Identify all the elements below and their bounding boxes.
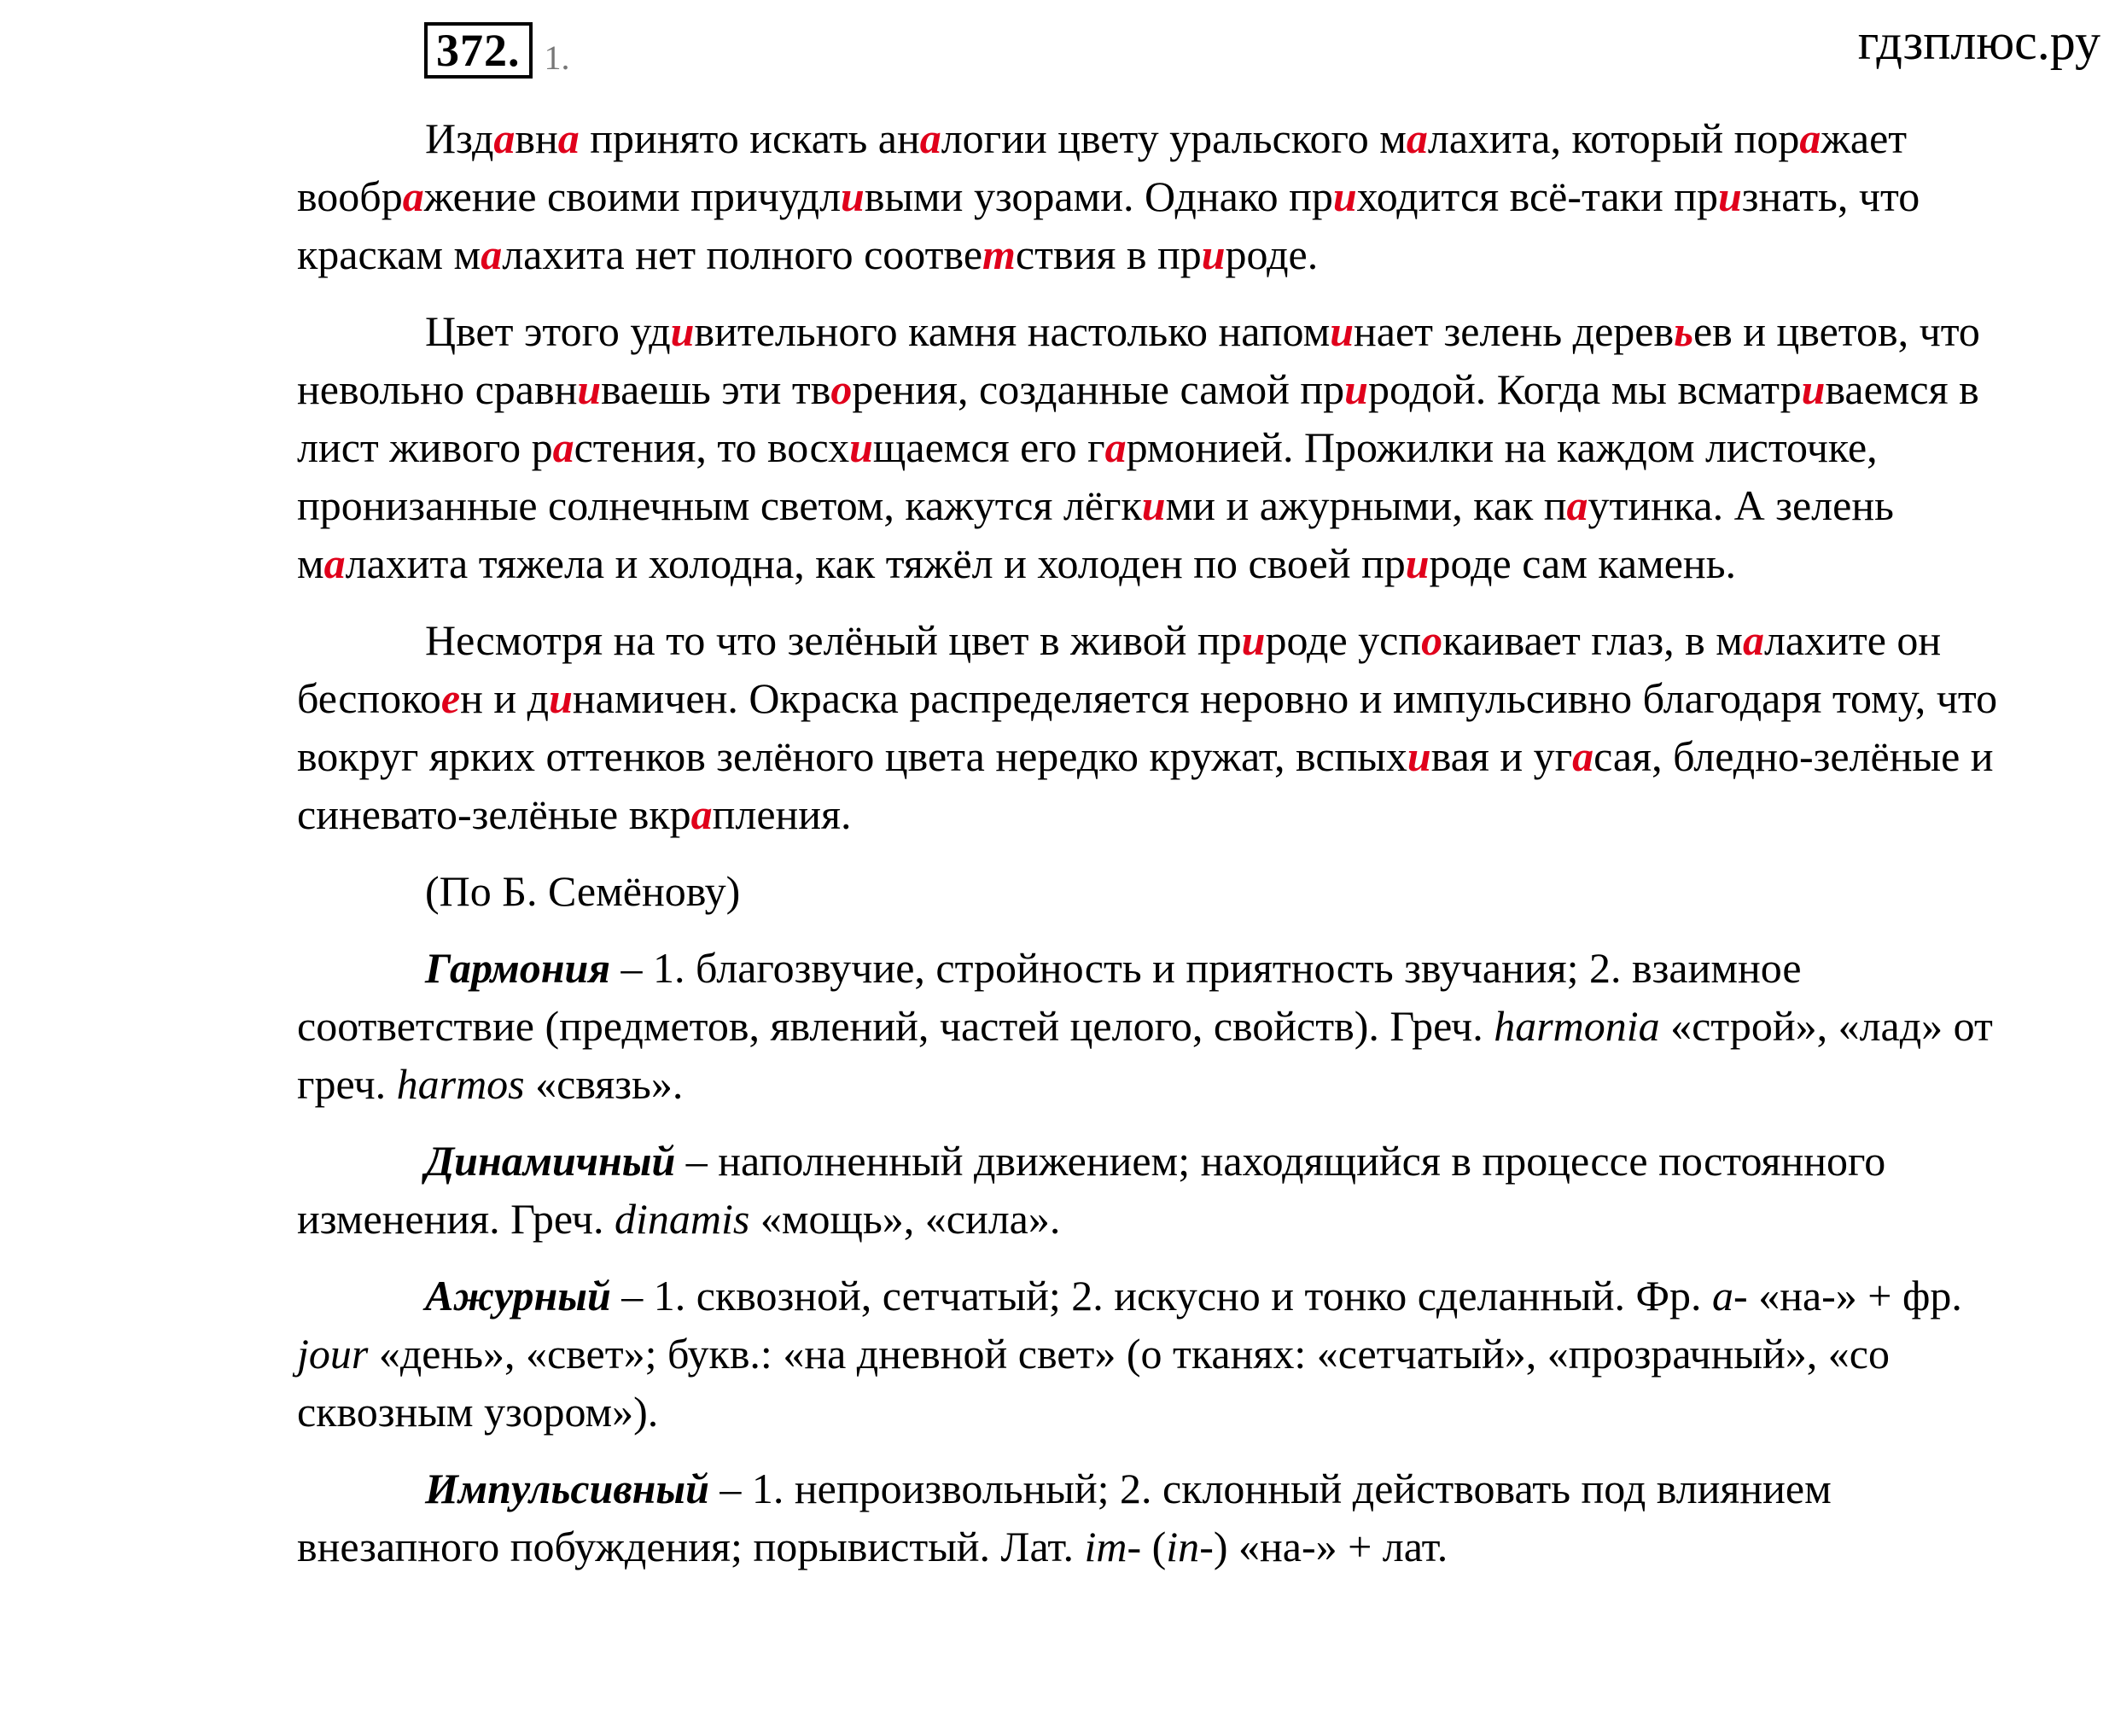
text-segment: – 1. непроизвольный; 2. склонный действовать под влиянием внезапного побуждения; порывистый. Лат. bbox=[297, 1465, 1832, 1570]
etymology-word: harmos bbox=[396, 1060, 525, 1108]
text-segment: пления. bbox=[712, 790, 852, 838]
dictionary-term: Ажурный bbox=[425, 1272, 611, 1319]
highlighted-letter: а bbox=[1799, 114, 1821, 162]
text-segment: лахите он беспоко bbox=[297, 616, 1942, 722]
highlighted-letter: о bbox=[830, 365, 853, 413]
text-segment: роде. bbox=[1225, 230, 1319, 278]
text-segment: каивает глаз, в м bbox=[1442, 616, 1743, 664]
site-watermark: гдзплюс.ру bbox=[1857, 14, 2100, 70]
definition-paragraph bbox=[297, 939, 2004, 1113]
highlighted-letter: и bbox=[1801, 365, 1826, 413]
highlighted-letter: и bbox=[1241, 616, 1266, 664]
text-segment: принято искать ан bbox=[579, 114, 920, 162]
highlighted-letter: а bbox=[402, 172, 424, 220]
text-paragraph bbox=[297, 109, 2004, 283]
text-segment: стения, то восх bbox=[574, 423, 850, 471]
dictionary-term: Импульсивный bbox=[425, 1465, 709, 1512]
text-segment: Изд bbox=[425, 114, 494, 162]
etymology-word: im bbox=[1084, 1523, 1127, 1570]
text-segment: вительного камня настолько напом bbox=[694, 307, 1331, 355]
highlighted-letter: т bbox=[982, 230, 1016, 278]
highlighted-letter: ь bbox=[1674, 307, 1693, 355]
text-segment: родой. Когда мы всматр bbox=[1367, 365, 1802, 413]
highlighted-letter: и bbox=[577, 365, 602, 413]
highlighted-letter: и bbox=[849, 423, 873, 471]
text-segment: вн bbox=[515, 114, 558, 162]
highlighted-letter: и bbox=[1330, 307, 1355, 355]
highlighted-letter: а bbox=[690, 790, 713, 838]
highlighted-letter: и bbox=[1717, 172, 1742, 220]
text-segment: знать, что краскам м bbox=[297, 172, 1920, 278]
dictionary-term: Динамичный bbox=[425, 1137, 676, 1185]
highlighted-letter: а bbox=[1566, 481, 1588, 529]
etymology-word: in bbox=[1166, 1523, 1200, 1570]
text-segment: рения, созданные самой пр bbox=[852, 365, 1345, 413]
text-segment: жает вообр bbox=[297, 114, 1908, 220]
text-segment: утинка. А зелень м bbox=[297, 481, 1894, 587]
highlighted-letter: а bbox=[481, 230, 503, 278]
text-segment: «связь». bbox=[524, 1060, 684, 1108]
highlighted-letter: а bbox=[1572, 732, 1594, 780]
text-segment: рмонией. Прожилки на каждом листочке, пронизанные солнечным светом, кажутся лёгк bbox=[297, 423, 1878, 529]
definition-paragraph bbox=[297, 1267, 2004, 1441]
highlighted-letter: и bbox=[549, 674, 573, 722]
text-segment: ми и ажурными, как п bbox=[1165, 481, 1567, 529]
text-segment: сая, бледно-зелёные и синевато-зелёные вкр bbox=[297, 732, 1994, 838]
highlighted-letter: е bbox=[440, 674, 461, 722]
highlighted-letter: и bbox=[1332, 172, 1357, 220]
definition-paragraph bbox=[297, 1132, 2004, 1248]
text-segment: Несмотря на то что зелёный цвет в живой пр bbox=[425, 616, 1242, 664]
highlighted-letter: а bbox=[323, 539, 346, 587]
highlighted-letter: и bbox=[1201, 230, 1226, 278]
text-segment: - «на-» + фр. bbox=[1733, 1272, 1962, 1319]
etymology-word: harmonia bbox=[1494, 1002, 1660, 1050]
text-segment: «мощь», «сила». bbox=[749, 1195, 1061, 1243]
text-segment: Цвет этого уд bbox=[425, 307, 671, 355]
text-segment: -) «на-» + лат. bbox=[1199, 1523, 1448, 1570]
highlighted-letter: и bbox=[841, 172, 865, 220]
text-segment: выми узорами. Однако пр bbox=[864, 172, 1333, 220]
text-segment: намичен. Окраска распределяется неровно и импульсивно благодаря тому, что вокруг ярких оттенков зелёного цвета нередко кружат, вспых bbox=[297, 674, 1998, 780]
text-segment: ходится всё-таки пр bbox=[1356, 172, 1718, 220]
text-paragraph bbox=[297, 302, 2004, 592]
text-segment: роде усп bbox=[1265, 616, 1422, 664]
highlighted-letter: и bbox=[1407, 732, 1431, 780]
highlighted-letter: и bbox=[1344, 365, 1368, 413]
text-segment: н и д bbox=[460, 674, 550, 722]
text-segment: «день», «свет»; букв.: «на дневной свет» (о тканях: «сетчатый», «прозрачный», «со сквозным узором»). bbox=[297, 1330, 1890, 1436]
etymology-word: dinamis bbox=[614, 1195, 750, 1243]
text-segment: ваешь эти тв bbox=[601, 365, 831, 413]
text-segment: – 1. сквозной, сетчатый; 2. искусно и тонко сделанный. Фр. bbox=[610, 1272, 1713, 1319]
part-number: 1. bbox=[544, 38, 570, 77]
highlighted-letter: а bbox=[1104, 423, 1127, 471]
text-segment: логии цвету уральского м bbox=[941, 114, 1407, 162]
text-segment: лахита, который пор bbox=[1427, 114, 1800, 162]
exercise-header bbox=[424, 24, 570, 79]
highlighted-letter: и bbox=[1141, 481, 1166, 529]
text-segment: нает зелень дерев bbox=[1354, 307, 1675, 355]
text-segment: – наполненный движением; находящийся в процессе постоянного изменения. Греч. bbox=[297, 1137, 1886, 1243]
text-segment: (По Б. Семёнову) bbox=[425, 867, 741, 915]
highlighted-letter: о bbox=[1421, 616, 1443, 664]
dictionary-term: Гармония bbox=[425, 944, 611, 992]
highlighted-letter: а bbox=[557, 114, 580, 162]
text-paragraph bbox=[297, 611, 2004, 843]
highlighted-letter: а bbox=[552, 423, 574, 471]
text-segment: щаемся его г bbox=[872, 423, 1105, 471]
highlighted-letter: и bbox=[1405, 539, 1430, 587]
text-segment: ев и цветов, что невольно сравн bbox=[297, 307, 1980, 413]
text-segment: роде сам камень. bbox=[1429, 539, 1736, 587]
highlighted-letter: а bbox=[1406, 114, 1428, 162]
exercise-text bbox=[297, 109, 2004, 1594]
highlighted-letter: а bbox=[1742, 616, 1764, 664]
text-segment: вая и уг bbox=[1430, 732, 1573, 780]
definition-paragraph bbox=[297, 1459, 2004, 1576]
text-segment: ваемся в лист живого р bbox=[297, 365, 1979, 471]
text-segment: лахита тяжела и холодна, как тяжёл и холоден по своей пр bbox=[345, 539, 1406, 587]
exercise-number-box: 372. bbox=[424, 22, 533, 79]
text-segment: лахита нет полного соотве bbox=[502, 230, 983, 278]
highlighted-letter: а bbox=[919, 114, 941, 162]
highlighted-letter: и bbox=[670, 307, 695, 355]
text-segment: «строй», «лад» от греч. bbox=[297, 1002, 1993, 1108]
text-segment: ствия в пр bbox=[1015, 230, 1202, 278]
highlighted-letter: а bbox=[493, 114, 516, 162]
etymology-word: jour bbox=[297, 1330, 369, 1378]
source-attribution bbox=[297, 862, 2004, 920]
etymology-word: a bbox=[1712, 1272, 1734, 1319]
text-segment: - ( bbox=[1127, 1523, 1167, 1570]
text-segment: – 1. благозвучие, стройность и приятность звучания; 2. взаимное соответствие (предметов, явлений, частей целого, свойств). Греч. bbox=[297, 944, 1802, 1050]
text-segment: жение своими причудл bbox=[423, 172, 842, 220]
